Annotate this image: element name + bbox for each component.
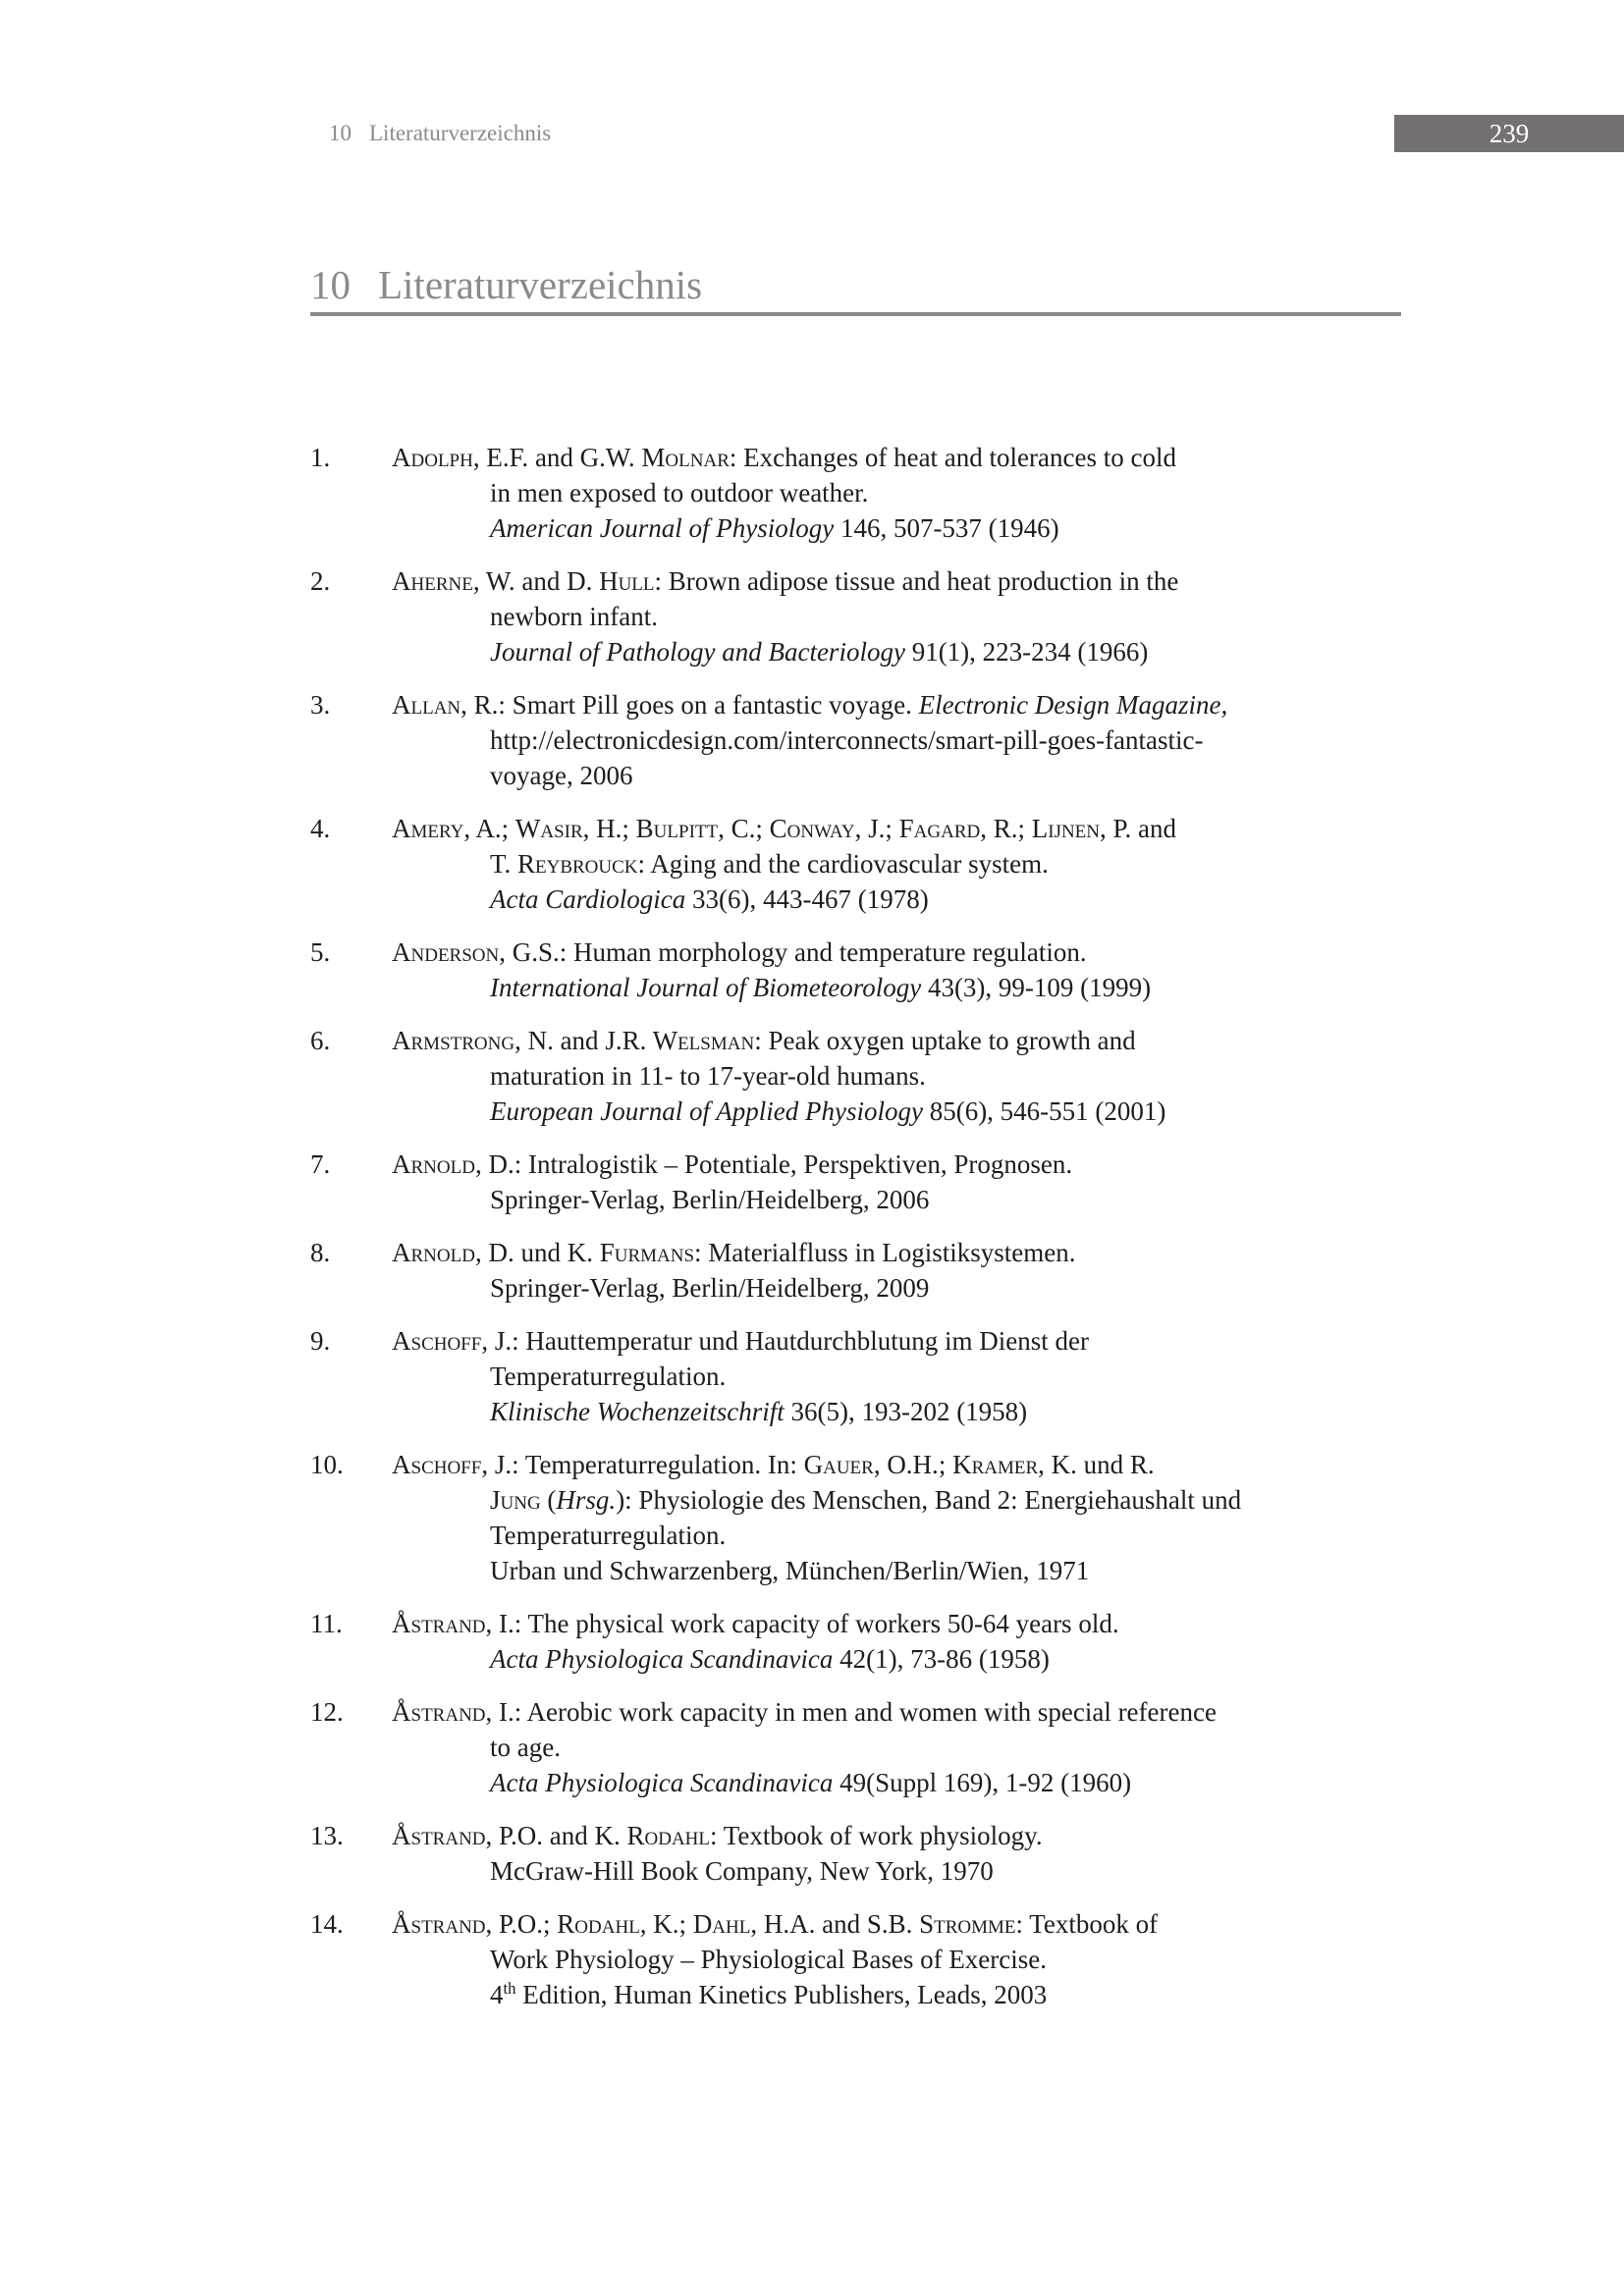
reference-number: 2. [310,566,331,596]
reference-item [310,1447,1420,1588]
reference-line: Arnold, D.: Intralogistik – Potentiale, Perspektiven, Prognosen. [392,1149,1073,1179]
reference-line: Acta Physiologica Scandinavica 42(1), 73-86 (1958) [490,1644,1050,1674]
reference-line: Acta Physiologica Scandinavica 49(Suppl 169), 1-92 (1960) [490,1768,1132,1797]
reference-line: T. Reybrouck: Aging and the cardiovascular system. [490,849,1049,879]
reference-line: Work Physiology – Physiological Bases of Exercise. [490,1945,1048,1974]
reference-text [392,934,1420,1005]
reference-number: 8. [310,1238,331,1267]
reference-item [310,1023,1420,1129]
page-number: 239 [1489,118,1530,148]
reference-item [310,811,1420,917]
reference-line: Aschoff, J.: Hauttemperatur und Hautdurchblutung im Dienst der [392,1326,1089,1356]
reference-number: 6. [310,1026,331,1055]
running-header [0,115,1624,152]
running-header-title [329,121,551,146]
reference-item [310,1147,1420,1217]
reference-line: European Journal of Applied Physiology 85(6), 546-551 (2001) [490,1096,1166,1126]
reference-text [392,811,1420,917]
reference-text [392,1906,1420,2012]
reference-text [392,440,1420,546]
reference-line: Springer-Verlag, Berlin/Heidelberg, 2006 [490,1185,930,1214]
reference-line: Temperaturregulation. [490,1521,727,1550]
reference-text [392,1818,1420,1889]
reference-line: Acta Cardiologica 33(6), 443-467 (1978) [490,884,929,914]
reference-number: 5. [310,937,331,967]
reference-line: Amery, A.; Wasir, H.; Bulpitt, C.; Conway, J.; Fagard, R.; Lijnen, P. and [392,814,1177,843]
reference-number: 1. [310,443,331,472]
reference-item [310,1235,1420,1306]
reference-number: 3. [310,690,331,720]
reference-line: McGraw-Hill Book Company, New York, 1970 [490,1856,994,1886]
reference-line: Åstrand, P.O.; Rodahl, K.; Dahl, H.A. and S.B. Stromme: Textbook of [392,1909,1159,1939]
reference-line: Anderson, G.S.: Human morphology and temperature regulation. [392,937,1087,967]
reference-number: 10. [310,1450,344,1479]
reference-line: Klinische Wochenzeitschrift 36(5), 193-202 (1958) [490,1397,1028,1426]
reference-text [392,1447,1420,1588]
reference-number: 4. [310,814,331,843]
page-number-badge [1394,115,1624,152]
chapter-title-text: Literaturverzeichnis [378,262,703,307]
reference-line: newborn infant. [490,602,658,631]
reference-item [310,687,1420,793]
chapter-number: 10 [310,262,351,307]
reference-line: http://electronicdesign.com/interconnects/smart-pill-goes-fantastic- [490,725,1204,755]
reference-line: Urban und Schwarzenberg, München/Berlin/Wien, 1971 [490,1556,1090,1585]
reference-line: Adolph, E.F. and G.W. Molnar: Exchanges of heat and tolerances to cold [392,443,1176,472]
reference-line: Armstrong, N. and J.R. Welsman: Peak oxygen uptake to growth and [392,1026,1136,1055]
reference-text [392,1235,1420,1306]
reference-line: American Journal of Physiology 146, 507-537 (1946) [490,513,1059,543]
reference-line: 4th Edition, Human Kinetics Publishers, Leads, 2003 [490,1979,1048,2009]
reference-line: maturation in 11- to 17-year-old humans. [490,1061,926,1091]
reference-line: voyage, 2006 [490,761,633,790]
reference-text [392,687,1420,793]
reference-line: Aschoff, J.: Temperaturregulation. In: Gauer, O.H.; Kramer, K. und R. [392,1450,1155,1479]
reference-text [392,1606,1420,1677]
reference-list [310,440,1420,2030]
reference-line: Åstrand, I.: The physical work capacity of workers 50-64 years old. [392,1609,1119,1638]
reference-line: Jung (Hrsg.): Physiologie des Menschen, Band 2: Energiehaushalt und [490,1485,1242,1515]
reference-item [310,1818,1420,1889]
reference-number: 13. [310,1821,344,1850]
reference-line: Temperaturregulation. [490,1362,727,1391]
running-header-section-title: Literaturverzeichnis [369,121,552,145]
reference-line: Aherne, W. and D. Hull: Brown adipose tissue and heat production in the [392,566,1179,596]
reference-item [310,934,1420,1005]
reference-text [392,563,1420,669]
reference-text [392,1694,1420,1800]
reference-line: International Journal of Biometeorology 43(3), 99-109 (1999) [490,973,1152,1002]
reference-line: to age. [490,1733,561,1762]
reference-item [310,1606,1420,1677]
reference-text [392,1323,1420,1429]
reference-number: 9. [310,1326,331,1356]
reference-number: 14. [310,1909,344,1939]
reference-line: Åstrand, I.: Aerobic work capacity in men and women with special reference [392,1697,1217,1727]
reference-item [310,1694,1420,1800]
reference-item [310,1323,1420,1429]
reference-number: 11. [310,1609,343,1638]
reference-line: Arnold, D. und K. Furmans: Materialfluss in Logistiksystemen. [392,1238,1076,1267]
reference-item [310,563,1420,669]
chapter-title [310,263,1401,316]
reference-number: 12. [310,1697,344,1727]
reference-line: Allan, R.: Smart Pill goes on a fantastic voyage. Electronic Design Magazine, [392,690,1228,720]
reference-item [310,440,1420,546]
reference-text [392,1147,1420,1217]
reference-line: Springer-Verlag, Berlin/Heidelberg, 2009 [490,1273,930,1303]
reference-line: Åstrand, P.O. and K. Rodahl: Textbook of work physiology. [392,1821,1043,1850]
reference-line: in men exposed to outdoor weather. [490,478,869,507]
running-header-section-number: 10 [329,121,352,145]
reference-line: Journal of Pathology and Bacteriology 91(1), 223-234 (1966) [490,637,1149,667]
reference-number: 7. [310,1149,331,1179]
reference-item [310,1906,1420,2012]
reference-text [392,1023,1420,1129]
